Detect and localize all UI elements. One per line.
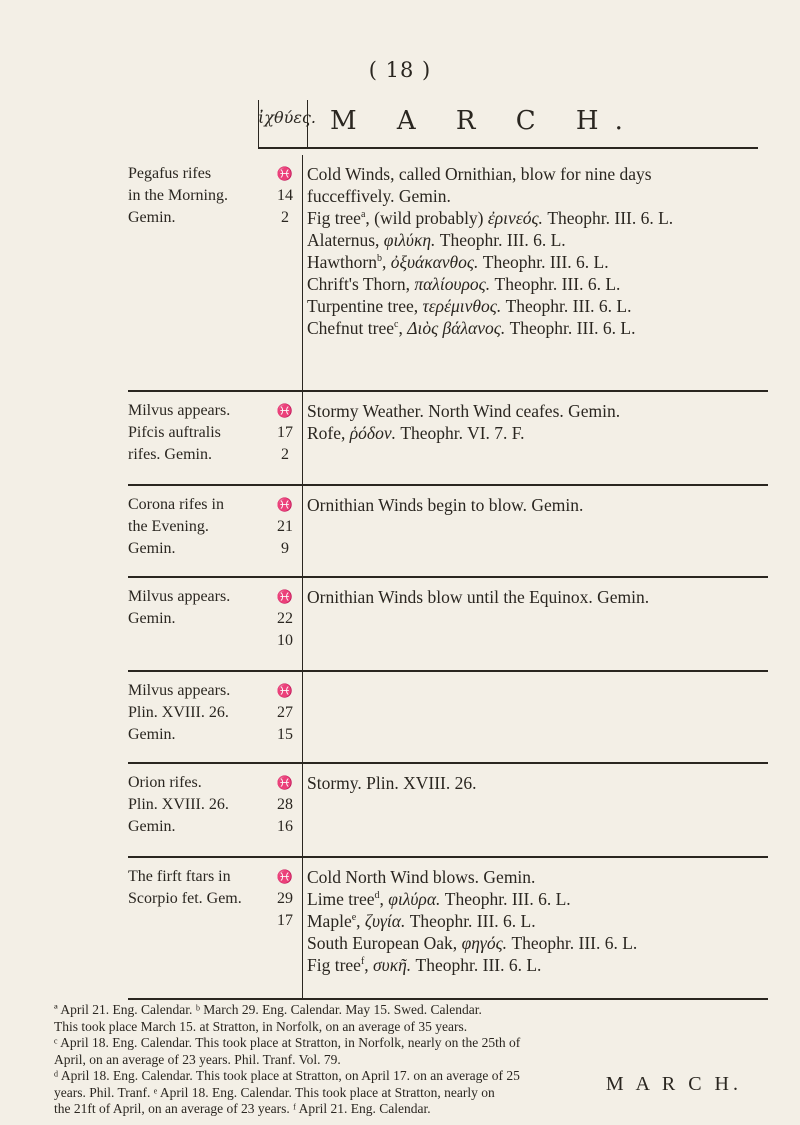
observation xyxy=(303,392,768,484)
event-line: Gemin. xyxy=(128,818,176,835)
obs-pre: Stormy. Plin. XVIII. 26. xyxy=(307,773,477,793)
obs-post: Theophr. VI. 7. F. xyxy=(400,423,525,443)
obs-greek: ῥόδον. xyxy=(349,423,396,443)
astronomical-event xyxy=(128,392,262,484)
pisces-sign: ♓ xyxy=(276,775,294,790)
observation-line xyxy=(307,273,768,295)
astronomical-event xyxy=(128,764,262,856)
date-number: 22 xyxy=(277,610,293,627)
observation-line xyxy=(307,586,768,608)
obs-greek: φηγός. xyxy=(461,933,508,953)
obs-pre: Maple xyxy=(307,911,352,931)
obs-greek: τερέμινθος. xyxy=(422,296,502,316)
header-divider-left xyxy=(258,100,259,148)
obs-pre: Fig tree xyxy=(307,955,361,975)
event-line: Milvus appears. xyxy=(128,402,231,419)
footnote-line: ᶜ April 18. Eng. Calendar. This took place at Stratton, in Norfolk, nearly on the 25th of xyxy=(54,1035,521,1050)
obs-post: Theophr. III. 6. L. xyxy=(415,955,542,975)
obs-post: Theophr. III. 6. L. xyxy=(505,296,632,316)
obs-post: Theophr. III. 6. L. xyxy=(511,933,638,953)
event-line: Corona rifes in xyxy=(128,496,224,513)
obs-pre: Chefnut tree xyxy=(307,318,394,338)
obs-post: Theophr. III. 6. L. xyxy=(439,230,566,250)
pisces-sign: ♓ xyxy=(276,403,294,418)
date-number: 14 xyxy=(277,187,293,204)
observation-line xyxy=(307,866,768,888)
obs-pre: Cold Winds, called Ornithian, blow for nine days xyxy=(307,164,652,184)
month-heading: M A R C H. xyxy=(330,106,639,136)
date-number: 17 xyxy=(277,424,293,441)
event-line: Gemin. xyxy=(128,209,176,226)
header-divider-right xyxy=(307,100,308,148)
observation xyxy=(303,858,768,998)
table-row xyxy=(128,155,768,392)
footnote-line: ª April 21. Eng. Calendar. ᵇ March 29. Eng. Calendar. May 15. Swed. Calendar. xyxy=(54,1002,482,1017)
observation xyxy=(303,578,768,670)
date-number: 16 xyxy=(277,818,293,835)
page-number: ( 18 ) xyxy=(368,58,432,82)
event-line: The firft ftars in xyxy=(128,868,231,885)
date-number: 28 xyxy=(277,796,293,813)
date-column xyxy=(268,392,303,484)
obs-mid: , xyxy=(381,252,391,272)
observation-line xyxy=(307,932,768,954)
greek-column-heading: ἰχθύες. xyxy=(258,108,316,127)
date-number: 15 xyxy=(277,726,293,743)
observation-line xyxy=(307,954,768,976)
observation-line xyxy=(307,422,768,444)
table-row xyxy=(128,578,768,672)
observation-line xyxy=(307,400,768,422)
obs-pre: Rofe, xyxy=(307,423,350,443)
table-row xyxy=(128,858,768,1000)
observation-line xyxy=(307,295,768,317)
table-row xyxy=(128,486,768,578)
event-line: Pegafus rifes xyxy=(128,165,212,182)
obs-sup: b xyxy=(376,253,382,265)
astronomical-event xyxy=(128,858,262,998)
event-line: Gemin. xyxy=(128,726,176,743)
date-column xyxy=(268,858,303,998)
date-number: 29 xyxy=(277,890,293,907)
observation xyxy=(303,764,768,856)
observation-line xyxy=(307,251,768,273)
astronomical-event xyxy=(128,578,262,670)
observation xyxy=(303,672,768,762)
catchword: M A R C H. xyxy=(605,1073,742,1095)
date-number: 10 xyxy=(277,632,293,649)
obs-pre: Lime tree xyxy=(307,889,375,909)
obs-pre: Chrift's Thorn, xyxy=(307,274,415,294)
pisces-sign: ♓ xyxy=(276,497,294,512)
obs-post: Theophr. III. 6. L. xyxy=(547,208,674,228)
date-number: 2 xyxy=(281,446,289,463)
obs-post: Theophr. III. 6. L. xyxy=(409,911,536,931)
obs-post: Theophr. III. 6. L. xyxy=(509,318,636,338)
date-number: 17 xyxy=(277,912,293,929)
event-line: Plin. XVIII. 26. xyxy=(128,796,229,813)
observation xyxy=(303,155,768,390)
event-line: Orion rifes. xyxy=(128,774,202,791)
date-number: 27 xyxy=(277,704,293,721)
date-column xyxy=(268,486,303,576)
event-line: Pifcis auftralis xyxy=(128,424,221,441)
observation-line xyxy=(307,494,768,516)
obs-mid: , xyxy=(364,955,374,975)
obs-greek: Διὸς βάλανος. xyxy=(407,318,506,338)
footnotes xyxy=(54,1002,754,1118)
obs-sup: d xyxy=(374,890,380,902)
date-column xyxy=(268,764,303,856)
date-column xyxy=(268,155,303,390)
observation-line xyxy=(307,207,768,229)
date-number: 21 xyxy=(277,518,293,535)
observation-line xyxy=(307,185,768,207)
header-rule xyxy=(258,147,758,149)
observation-line xyxy=(307,888,768,910)
obs-pre: Alaternus, xyxy=(307,230,384,250)
table-row xyxy=(128,392,768,486)
event-line: in the Morning. xyxy=(128,187,228,204)
obs-greek: φιλύρα. xyxy=(388,889,441,909)
date-number: 9 xyxy=(281,540,289,557)
observation-line xyxy=(307,317,768,339)
obs-greek: ζυγία. xyxy=(364,911,406,931)
obs-greek: συκῆ. xyxy=(373,955,412,975)
obs-mid: , xyxy=(356,911,365,931)
footnote-line: This took place March 15. at Stratton, in Norfolk, on an average of 35 years. xyxy=(54,1018,468,1034)
event-line: Scorpio fet. Gem. xyxy=(128,890,242,907)
observation-line xyxy=(307,229,768,251)
event-line: Plin. XVIII. 26. xyxy=(128,704,229,721)
date-column xyxy=(268,672,303,762)
obs-post: Theophr. III. 6. L. xyxy=(444,889,571,909)
event-line: Milvus appears. xyxy=(128,588,231,605)
astronomical-event xyxy=(128,672,262,762)
observation-line xyxy=(307,772,768,794)
obs-pre: Cold North Wind blows. Gemin. xyxy=(307,867,536,887)
obs-mid: , xyxy=(398,318,408,338)
obs-sup: a xyxy=(360,209,366,221)
event-line: Gemin. xyxy=(128,540,176,557)
footnote-line: years. Phil. Tranf. ᵉ April 18. Eng. Calendar. This took place at Stratton, nearly on xyxy=(54,1084,495,1100)
pisces-sign: ♓ xyxy=(276,683,294,698)
obs-sup: c xyxy=(393,319,399,331)
astronomical-event xyxy=(128,486,262,576)
obs-sup: f xyxy=(360,956,365,968)
obs-pre: Hawthorn xyxy=(307,252,377,272)
obs-mid: , (wild probably) xyxy=(365,208,488,228)
pisces-sign: ♓ xyxy=(276,589,294,604)
obs-pre: Fig tree xyxy=(307,208,361,228)
table-row xyxy=(128,764,768,858)
footnote-line: the 21ft of April, on an average of 23 years. ᶠ April 21. Eng. Calendar. xyxy=(54,1101,431,1116)
obs-pre: Ornithian Winds begin to blow. Gemin. xyxy=(307,495,584,515)
date-number: 2 xyxy=(281,209,289,226)
obs-sup: e xyxy=(351,912,357,924)
obs-post: Theophr. III. 6. L. xyxy=(494,274,621,294)
date-column xyxy=(268,578,303,670)
observation-line xyxy=(307,910,768,932)
obs-post: Theophr. III. 6. L. xyxy=(482,252,609,272)
obs-greek: ἐρινεός. xyxy=(487,208,543,228)
obs-mid: , xyxy=(379,889,389,909)
obs-greek: παλίουρος. xyxy=(414,274,491,294)
event-line: rifes. Gemin. xyxy=(128,446,212,463)
obs-pre: fucceffively. Gemin. xyxy=(307,186,451,206)
pisces-sign: ♓ xyxy=(276,166,294,181)
event-line: Milvus appears. xyxy=(128,682,231,699)
obs-pre: South European Oak, xyxy=(307,933,462,953)
obs-pre: Ornithian Winds blow until the Equinox. Gemin. xyxy=(307,587,650,607)
footnote-line: ᵈ April 18. Eng. Calendar. This took place at Stratton, on April 17. on an average of 25 xyxy=(54,1068,520,1083)
obs-pre: Stormy Weather. North Wind ceafes. Gemin. xyxy=(307,401,621,421)
table-row xyxy=(128,672,768,764)
astronomical-event xyxy=(128,155,262,390)
pisces-sign: ♓ xyxy=(276,869,294,884)
observation xyxy=(303,486,768,576)
event-line: the Evening. xyxy=(128,518,209,535)
obs-greek: ὀξυάκανθος. xyxy=(390,252,479,272)
obs-greek: φιλύκη. xyxy=(383,230,436,250)
observation-line xyxy=(307,163,768,185)
event-line: Gemin. xyxy=(128,610,176,627)
footnote-line: April, on an average of 23 years. Phil. Tranf. Vol. 79. xyxy=(54,1051,341,1067)
calendar-table xyxy=(128,155,768,1000)
obs-pre: Turpentine tree, xyxy=(307,296,423,316)
